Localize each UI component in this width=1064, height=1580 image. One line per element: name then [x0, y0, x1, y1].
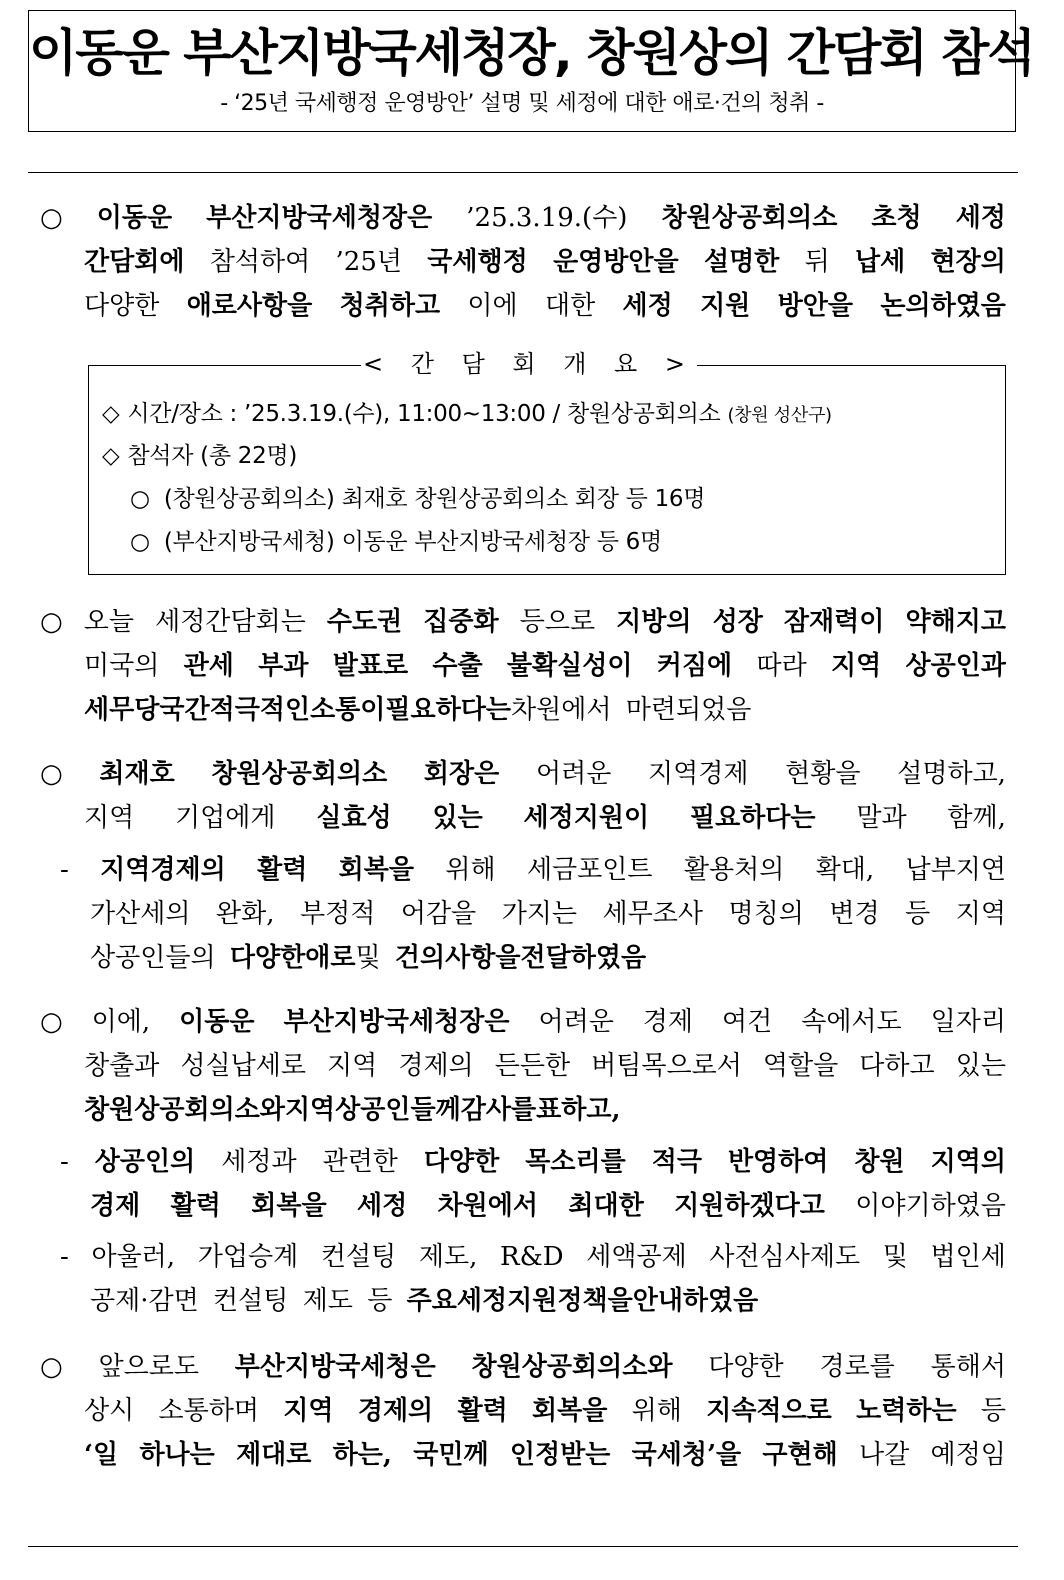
bullet-dash: - — [60, 855, 69, 885]
paragraph-3 — [40, 752, 1006, 840]
paragraph-line: 지역 기업에게 실효성 있는 세정지원이 필요하다는 말과 함께, — [84, 803, 1006, 833]
paragraph-line: 창출과 성실납세로 지역 경제의 든든한 버팀목으로서 역할을 다하고 있는 — [84, 1051, 1006, 1081]
bullet-dash: - — [60, 1147, 69, 1177]
bullet-dash: - — [60, 1242, 69, 1272]
bullet-circle: ○ — [40, 1007, 63, 1037]
paragraph-4 — [40, 1000, 1006, 1132]
paragraph-line: ○ 이에, 이동운 부산지방국세청장은 어려운 경제 여건 속에서도 일자리 — [40, 1000, 1006, 1044]
paragraph-line: 미국의 관세 부과 발표로 수출 불확실성이 커짐에 따라 지역 상공인과 — [84, 651, 1006, 681]
bullet-circle: ○ — [40, 1352, 63, 1382]
bullet-circle: ○ — [40, 203, 63, 233]
bullet-circle: ○ — [40, 607, 63, 637]
page-subtitle: - ‘25년 국세행정 운영방안’ 설명 및 세정에 대한 애로·건의 청취 - — [220, 91, 824, 116]
paragraph-line: 세무 당국 간 적극적인 소통이 필요하다는 차원에서 마련되었음 — [84, 695, 752, 725]
paragraph-line: 경제 활력 회복을 세정 차원에서 최대한 지원하겠다고 이야기하였음 — [90, 1191, 1006, 1221]
paragraph-line: - 상공인의 세정과 관련한 다양한 목소리를 적극 반영하여 창원 지역의 — [60, 1140, 1006, 1184]
paragraph-line: ‘일 하나는 제대로 하는, 국민께 인정받는 국세청’을 구현해 나갈 예정임 — [84, 1440, 1006, 1470]
title-box — [28, 10, 1034, 132]
paragraph-3-sub — [60, 848, 1006, 980]
paragraph-line: 다양한 애로사항을 청취하고 이에 대한 세정 지원 방안을 논의하였음 — [84, 291, 1006, 321]
paragraph-line: 가산세의 완화, 부정적 어감을 가지는 세무조사 명칭의 변경 등 지역 — [90, 899, 1006, 929]
paragraph-line: 상공인들의 다양한 애로 및 건의사항을 전달하였음 — [90, 943, 647, 973]
bottom-divider — [28, 1546, 1018, 1547]
paragraph-line: 공제·감면 컨설팅 제도 등 주요 세정지원 정책을 안내하였음 — [90, 1286, 759, 1316]
paragraph-line: - 지역경제의 활력 회복을 위해 세금포인트 활용처의 확대, 납부지연 — [60, 848, 1006, 892]
overview-attendee-item: ○ (창원상공회의소) 최재호 창원상공회의소 회장 등 16명 — [130, 486, 706, 512]
page-title: 이동운 부산지방국세청장, 창원상의 간담회 참석 — [29, 24, 1034, 82]
paragraph-line: ○ 앞으로도 부산지방국세청은 창원상공회의소와 다양한 경로를 통해서 — [40, 1345, 1006, 1389]
overview-attendee-item: ○ (부산지방국세청) 이동운 부산지방국세청장 등 6명 — [130, 529, 662, 555]
diamond-bullet-icon: ◇ — [102, 443, 120, 469]
paragraph-line: ○ 오늘 세정간담회는 수도권 집중화 등으로 지방의 성장 잠재력이 약해지고 — [40, 600, 1006, 644]
paragraph-line: - 아울러, 가업승계 컨설팅 제도, R&D 세액공제 사전심사제도 및 법인세 — [60, 1235, 1006, 1279]
top-divider — [28, 172, 1018, 173]
paragraph-line: 창원상공회의소와 지역 상공인들께 감사를 표하고, — [84, 1095, 621, 1125]
paragraph-line: ○ 최재호 창원상공회의소 회장은 어려운 지역경제 현황을 설명하고, — [40, 752, 1006, 796]
paragraph-4-sub-2 — [60, 1235, 1006, 1323]
overview-time-place: ◇ 시간/장소 : ’25.3.19.(수), 11:00∼13:00 / 창원상공회의소 (창원 성산구) — [102, 396, 832, 434]
paragraph-line: ○ 이동운 부산지방국세청장은 ’25.3.19.(수) 창원상공회의소 초청 세정 — [40, 196, 1006, 240]
paragraph-4-sub-1 — [60, 1140, 1006, 1228]
overview-title: < 간 담 회 개 요 > — [361, 346, 697, 382]
paragraph-line: 간담회에 참석하여 ’25년 국세행정 운영방안을 설명한 뒤 납세 현장의 — [84, 247, 1006, 277]
bullet-circle: ○ — [40, 759, 63, 789]
paragraph-2 — [40, 600, 1006, 732]
overview-attendees: ◇ 참석자 (총 22명) — [102, 438, 297, 474]
paragraph-5 — [40, 1345, 1006, 1477]
paragraph-1 — [40, 196, 1006, 328]
paragraph-line: 상시 소통하며 지역 경제의 활력 회복을 위해 지속적으로 노력하는 등 — [84, 1396, 1006, 1426]
diamond-bullet-icon: ◇ — [102, 401, 120, 427]
